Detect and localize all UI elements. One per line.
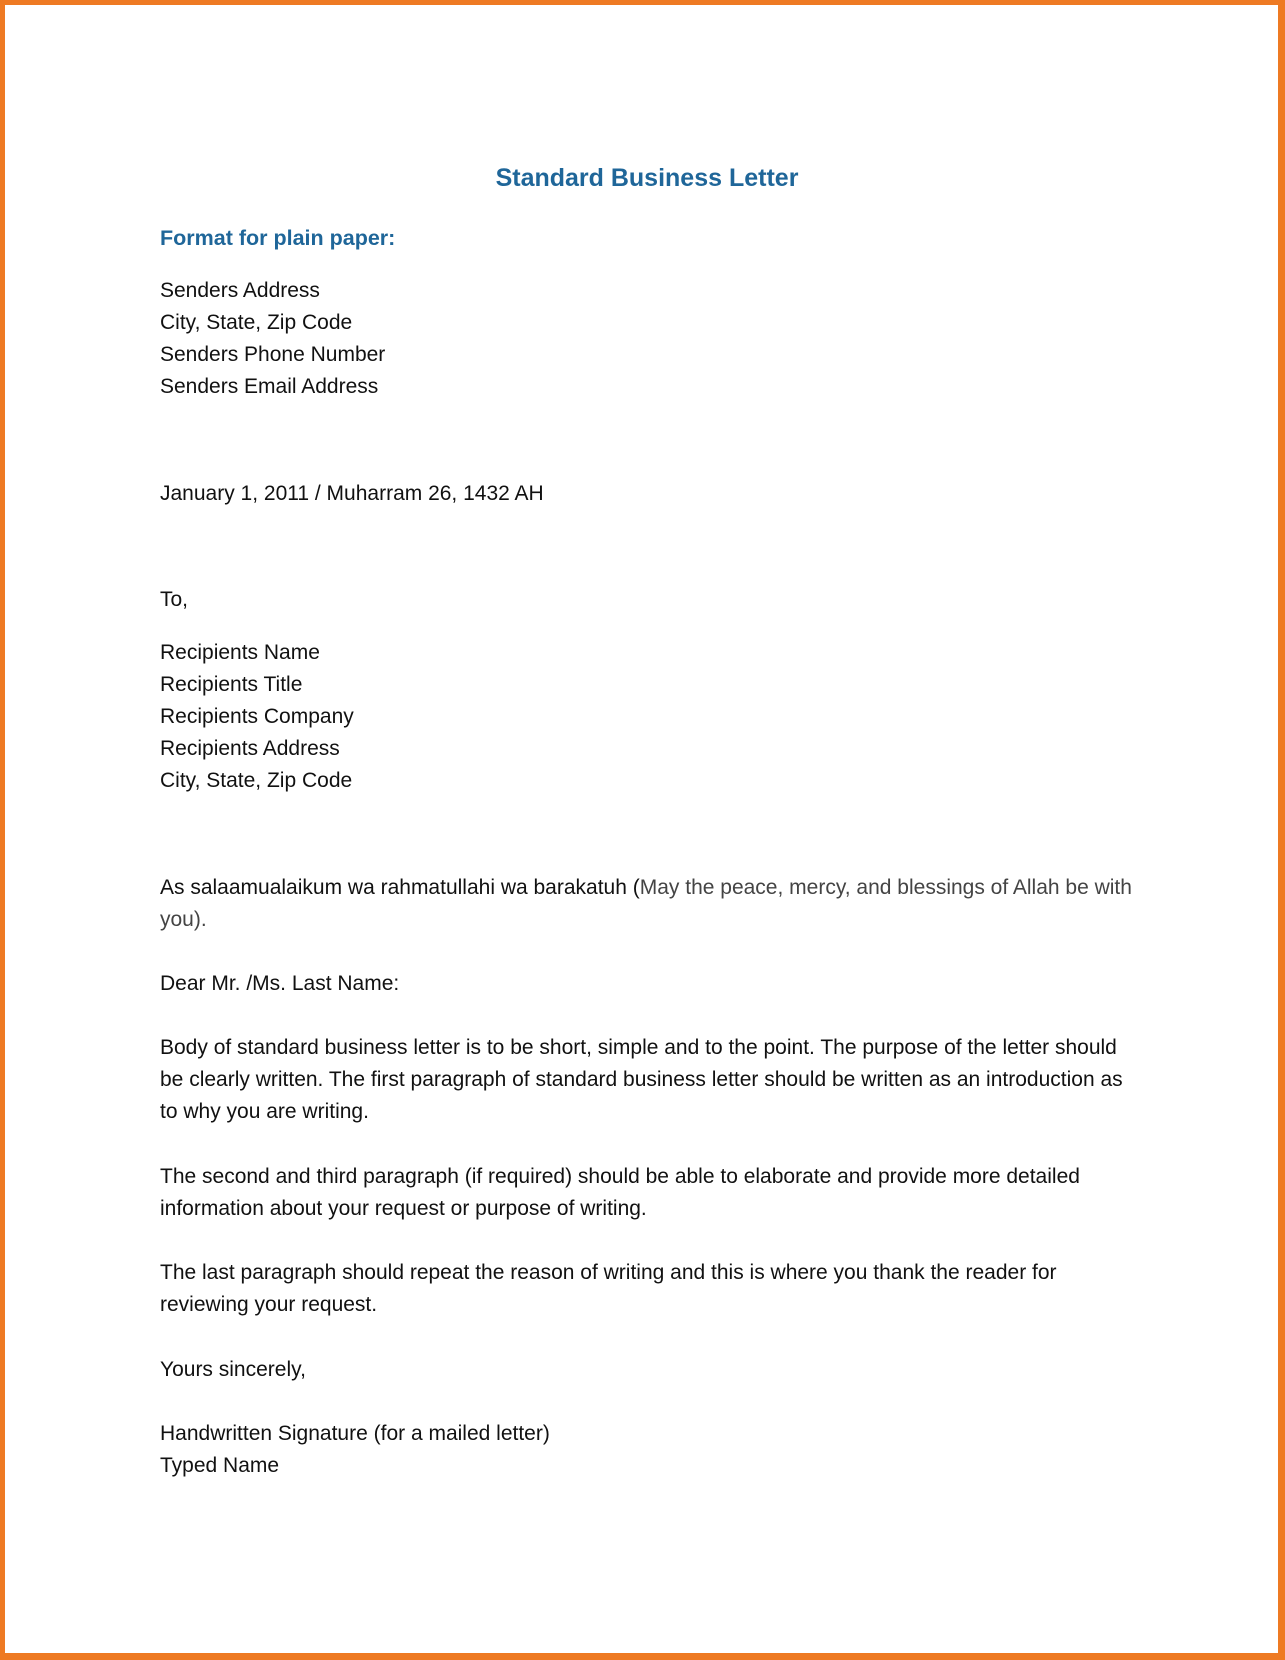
greeting-paragraph: [160, 872, 1150, 936]
sender-address-line: Senders Address: [160, 279, 320, 302]
document-title: Standard Business Letter: [495, 164, 799, 192]
recipient-address-block: [160, 637, 354, 797]
recipient-city-line: City, State, Zip Code: [160, 769, 353, 792]
sender-address-block: [160, 275, 385, 403]
format-subheading: Format for plain paper:: [160, 226, 396, 250]
salutation: [160, 968, 399, 1000]
closing: [160, 1354, 306, 1386]
signature-block: [160, 1418, 550, 1482]
letter-date: [160, 478, 544, 510]
signature-line: Handwritten Signature (for a mailed letter): [160, 1422, 550, 1445]
sender-city-line: City, State, Zip Code: [160, 311, 353, 334]
sender-email-line: Senders Email Address: [160, 375, 379, 398]
date-text: January 1, 2011 / Muharram 26, 1432 AH: [160, 482, 544, 505]
body-line: information about your request or purpose of writing.: [160, 1197, 647, 1220]
sender-phone-line: Senders Phone Number: [160, 343, 386, 366]
body-line: to why you are writing.: [160, 1100, 369, 1123]
body-line: The second and third paragraph (if required) should be able to elaborate and provide more detailed: [160, 1165, 1080, 1188]
to-label: [160, 584, 188, 616]
greeting-translation-end: you).: [160, 908, 207, 931]
greeting-arabic: As salaamualaikum wa rahmatullahi wa barakatuh (: [160, 876, 640, 899]
to-label-text: To,: [160, 588, 189, 611]
greeting-translation: May the peace, mercy, and blessings of Allah be with: [639, 876, 1132, 899]
salutation-text: Dear Mr. /Ms. Last Name:: [160, 972, 400, 995]
body-line: be clearly written. The first paragraph of standard business letter should be written as an introduction as: [160, 1068, 1123, 1091]
body-paragraph-2: [160, 1161, 1150, 1225]
closing-text: Yours sincerely,: [160, 1358, 306, 1381]
body-paragraph-3: [160, 1257, 1150, 1321]
recipient-name-line: Recipients Name: [160, 641, 320, 664]
recipient-address-line: Recipients Address: [160, 737, 340, 760]
body-paragraph-1: [160, 1032, 1150, 1128]
body-line: Body of standard business letter is to be short, simple and to the point. The purpose of the letter should: [160, 1036, 1117, 1059]
body-line: reviewing your request.: [160, 1293, 378, 1316]
recipient-title-line: Recipients Title: [160, 673, 303, 696]
body-line: The last paragraph should repeat the reason of writing and this is where you thank the reader for: [160, 1261, 1057, 1284]
recipient-company-line: Recipients Company: [160, 705, 354, 728]
typed-name-line: Typed Name: [160, 1454, 280, 1477]
